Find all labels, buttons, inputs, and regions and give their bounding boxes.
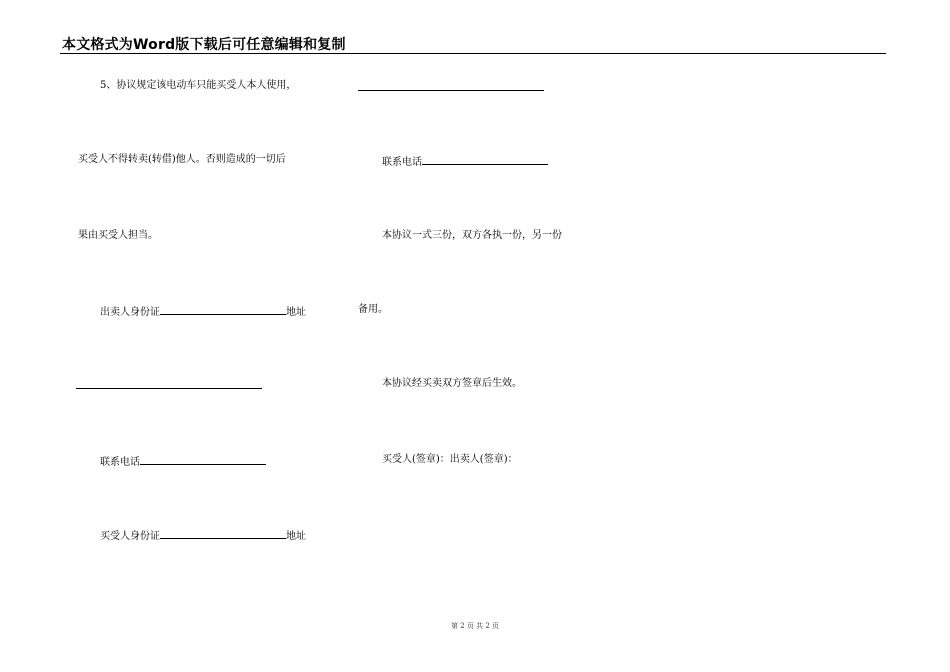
clause-5-continuation-2: 果由买受人担当。 bbox=[78, 230, 158, 241]
seller-address-label: 地址 bbox=[286, 307, 306, 318]
header-divider bbox=[60, 53, 886, 54]
buyer-id-field[interactable] bbox=[160, 528, 286, 539]
clause-5-continuation-1: 买受人不得转卖(转借)他人。否则造成的一切后 bbox=[78, 154, 286, 165]
buyer-phone-label: 联系电话 bbox=[382, 157, 422, 168]
seller-id-label: 出卖人身份证 bbox=[100, 307, 160, 318]
seller-address-row bbox=[76, 378, 262, 393]
seller-id-row bbox=[100, 304, 306, 319]
document-header-title: 本文格式为Word版下载后可任意编辑和复制 bbox=[62, 37, 346, 53]
buyer-id-row bbox=[100, 528, 306, 543]
clause-5-text: 5、协议规定该电动车只能买受人本人使用， bbox=[100, 80, 297, 91]
copies-line-2 bbox=[358, 304, 388, 316]
effective-text: 本协议经买卖双方签章后生效。 bbox=[382, 378, 522, 389]
copies-line-1 bbox=[382, 230, 562, 242]
clause-5-line-2 bbox=[78, 154, 286, 166]
seller-address-field[interactable] bbox=[76, 378, 262, 389]
clause-5-line-3 bbox=[78, 230, 158, 242]
copies-text-2: 备用。 bbox=[358, 304, 388, 315]
signature-text: 买受人(签章)：出卖人(签章)： bbox=[382, 454, 518, 465]
seller-phone-label: 联系电话 bbox=[100, 457, 140, 468]
seller-id-field[interactable] bbox=[160, 304, 286, 315]
copies-text-1: 本协议一式三份，双方各执一份，另一份 bbox=[382, 230, 562, 241]
buyer-id-label: 买受人身份证 bbox=[100, 531, 160, 542]
seller-phone-row bbox=[100, 454, 266, 469]
clause-5-line-1 bbox=[100, 80, 296, 92]
buyer-address-row bbox=[358, 80, 544, 95]
buyer-address-field[interactable] bbox=[358, 80, 544, 91]
effective-line bbox=[382, 378, 522, 390]
page-footer: 第 2 页 共 2 页 bbox=[450, 622, 500, 630]
buyer-phone-field[interactable] bbox=[422, 154, 548, 165]
buyer-phone-row bbox=[382, 154, 548, 169]
seller-phone-field[interactable] bbox=[140, 454, 266, 465]
buyer-address-label: 地址 bbox=[286, 531, 306, 542]
signature-line bbox=[382, 454, 518, 466]
